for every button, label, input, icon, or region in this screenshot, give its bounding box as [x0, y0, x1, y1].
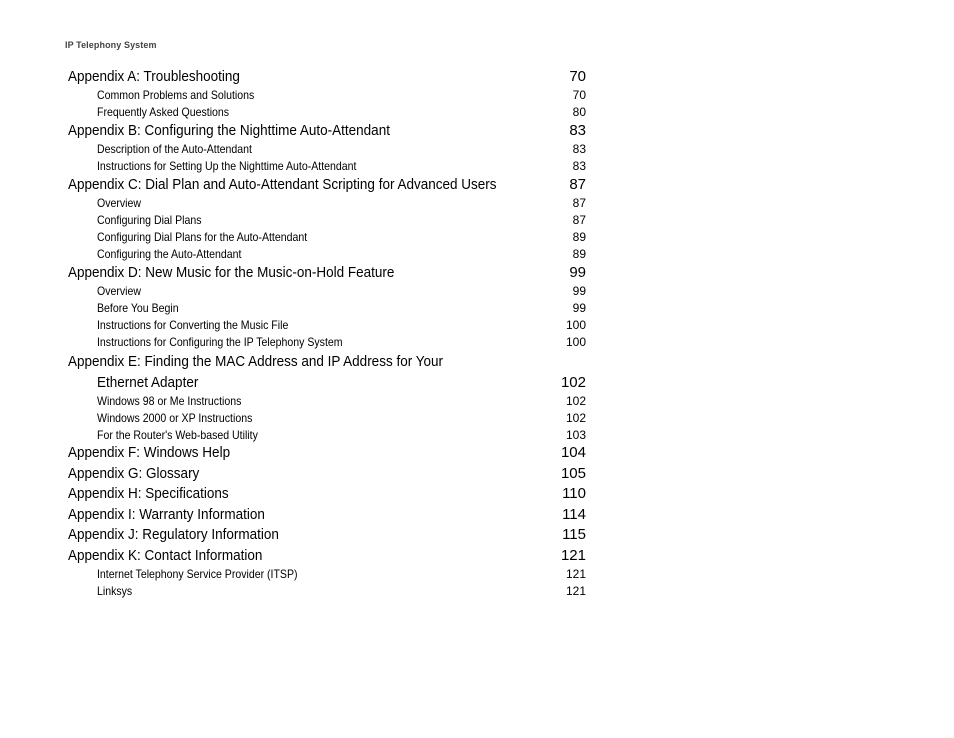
toc-entry-title: Appendix H: Specifications	[68, 485, 229, 502]
toc-subentry[interactable]	[68, 410, 586, 427]
toc-entry-page: 100	[565, 318, 586, 332]
toc-entry-title: Description of the Auto-Attendant	[97, 142, 252, 156]
toc-entry-page: 121	[565, 584, 586, 598]
toc-entry-appendix-e[interactable]	[68, 351, 586, 372]
toc-entry-page: 102	[565, 394, 586, 408]
toc-entry-page: 104	[560, 444, 586, 461]
toc-subentry[interactable]	[68, 87, 586, 104]
toc-entry-title: Appendix K: Contact Information	[68, 546, 263, 564]
toc-entry-title: Configuring Dial Plans for the Auto-Attendant	[97, 230, 308, 244]
toc-entry-title: Instructions for Setting Up the Nighttime Auto-Attendant	[97, 159, 357, 173]
toc-entry-title: Overview	[97, 284, 142, 298]
toc-entry-page: 99	[572, 284, 586, 298]
toc-entry-title: Appendix A: Troubleshooting	[68, 68, 240, 85]
running-header: IP Telephony System	[65, 40, 157, 50]
toc-subentry[interactable]	[68, 300, 586, 317]
toc-entry-page: 87	[572, 196, 586, 210]
toc-entry-page: 102	[565, 411, 586, 425]
toc-entry-page: 115	[562, 526, 586, 543]
toc-entry-appendix-e-continued[interactable]	[68, 372, 586, 393]
toc-entry-page: 114	[562, 505, 586, 523]
toc-entry-page: 110	[562, 485, 586, 502]
toc-entry-page: 80	[572, 105, 586, 119]
toc-entry-appendix-k[interactable]	[68, 546, 586, 567]
toc-entry-page: 121	[565, 567, 586, 581]
toc-entry-title: Common Problems and Solutions	[97, 88, 255, 102]
toc-entry-title: Configuring Dial Plans	[97, 213, 202, 227]
toc-entry-title: Windows 2000 or XP Instructions	[97, 411, 253, 425]
toc-subentry[interactable]	[68, 212, 586, 229]
toc-entry-page: 70	[569, 68, 586, 85]
toc-subentry[interactable]	[68, 334, 586, 351]
toc-entry-title: Linksys	[97, 584, 133, 598]
toc-entry-appendix-g[interactable]	[68, 464, 586, 485]
toc-entry-appendix-d[interactable]	[68, 263, 586, 283]
toc-entry-title: Appendix J: Regulatory Information	[68, 526, 279, 543]
toc-entry-title: Overview	[97, 196, 142, 210]
toc-entry-title: Instructions for Configuring the IP Telephony System	[97, 335, 343, 349]
toc-entry-appendix-c[interactable]	[68, 175, 586, 195]
toc-entry-page: 89	[572, 230, 586, 244]
toc-entry-page: 70	[572, 88, 586, 102]
toc-entry-title: Windows 98 or Me Instructions	[97, 394, 242, 408]
toc-entry-appendix-b[interactable]	[68, 121, 586, 141]
toc-entry-title: Appendix D: New Music for the Music-on-Hold Feature	[68, 264, 395, 281]
toc-entry-page: 99	[569, 264, 586, 281]
toc-entry-title: Appendix E: Finding the MAC Address and IP Address for Your	[68, 353, 443, 370]
toc-subentry[interactable]	[68, 427, 586, 444]
toc-entry-page: 102	[560, 374, 586, 391]
table-of-contents	[68, 67, 586, 600]
toc-subentry[interactable]	[68, 246, 586, 263]
toc-subentry[interactable]	[68, 229, 586, 246]
toc-entry-title: Appendix C: Dial Plan and Auto-Attendant Scripting for Advanced Users	[68, 176, 497, 193]
toc-entry-appendix-i[interactable]	[68, 505, 586, 526]
toc-subentry[interactable]	[68, 104, 586, 121]
toc-entry-page: 87	[569, 176, 586, 193]
toc-entry-title: Frequently Asked Questions	[97, 105, 230, 119]
toc-entry-page: 100	[565, 335, 586, 349]
toc-subentry[interactable]	[68, 195, 586, 212]
toc-entry-title: Before You Begin	[97, 301, 179, 315]
toc-entry-title: Internet Telephony Service Provider (ITSP)	[97, 567, 298, 581]
toc-entry-page: 89	[572, 247, 586, 261]
toc-entry-page: 83	[572, 159, 586, 173]
toc-entry-title: For the Router's Web-based Utility	[97, 427, 258, 442]
toc-entry-appendix-a[interactable]	[68, 67, 586, 87]
toc-entry-title: Appendix I: Warranty Information	[68, 505, 265, 523]
toc-entry-page: 83	[572, 142, 586, 156]
toc-entry-page: 103	[565, 427, 586, 442]
toc-entry-page: 83	[569, 122, 586, 139]
toc-entry-title: Configuring the Auto-Attendant	[97, 247, 242, 261]
toc-entry-appendix-h[interactable]	[68, 484, 586, 505]
toc-entry-page: 87	[572, 213, 586, 227]
toc-entry-title: Appendix G: Glossary	[68, 464, 200, 482]
toc-subentry[interactable]	[68, 317, 586, 334]
toc-entry-appendix-f[interactable]	[68, 443, 586, 464]
toc-subentry[interactable]	[68, 141, 586, 158]
toc-subentry[interactable]	[68, 283, 586, 300]
toc-subentry[interactable]	[68, 566, 586, 583]
toc-entry-title: Appendix B: Configuring the Nighttime Auto-Attendant	[68, 122, 390, 139]
toc-entry-page: 99	[572, 301, 586, 315]
toc-entry-appendix-j[interactable]	[68, 525, 586, 546]
toc-subentry[interactable]	[68, 583, 586, 600]
toc-entry-page: 121	[560, 546, 586, 564]
toc-entry-title: Ethernet Adapter	[97, 374, 199, 391]
toc-subentry[interactable]	[68, 393, 586, 410]
toc-entry-page: 105	[560, 464, 586, 482]
toc-entry-title: Instructions for Converting the Music File	[97, 318, 289, 332]
toc-subentry[interactable]	[68, 158, 586, 175]
toc-entry-title: Appendix F: Windows Help	[68, 444, 231, 461]
